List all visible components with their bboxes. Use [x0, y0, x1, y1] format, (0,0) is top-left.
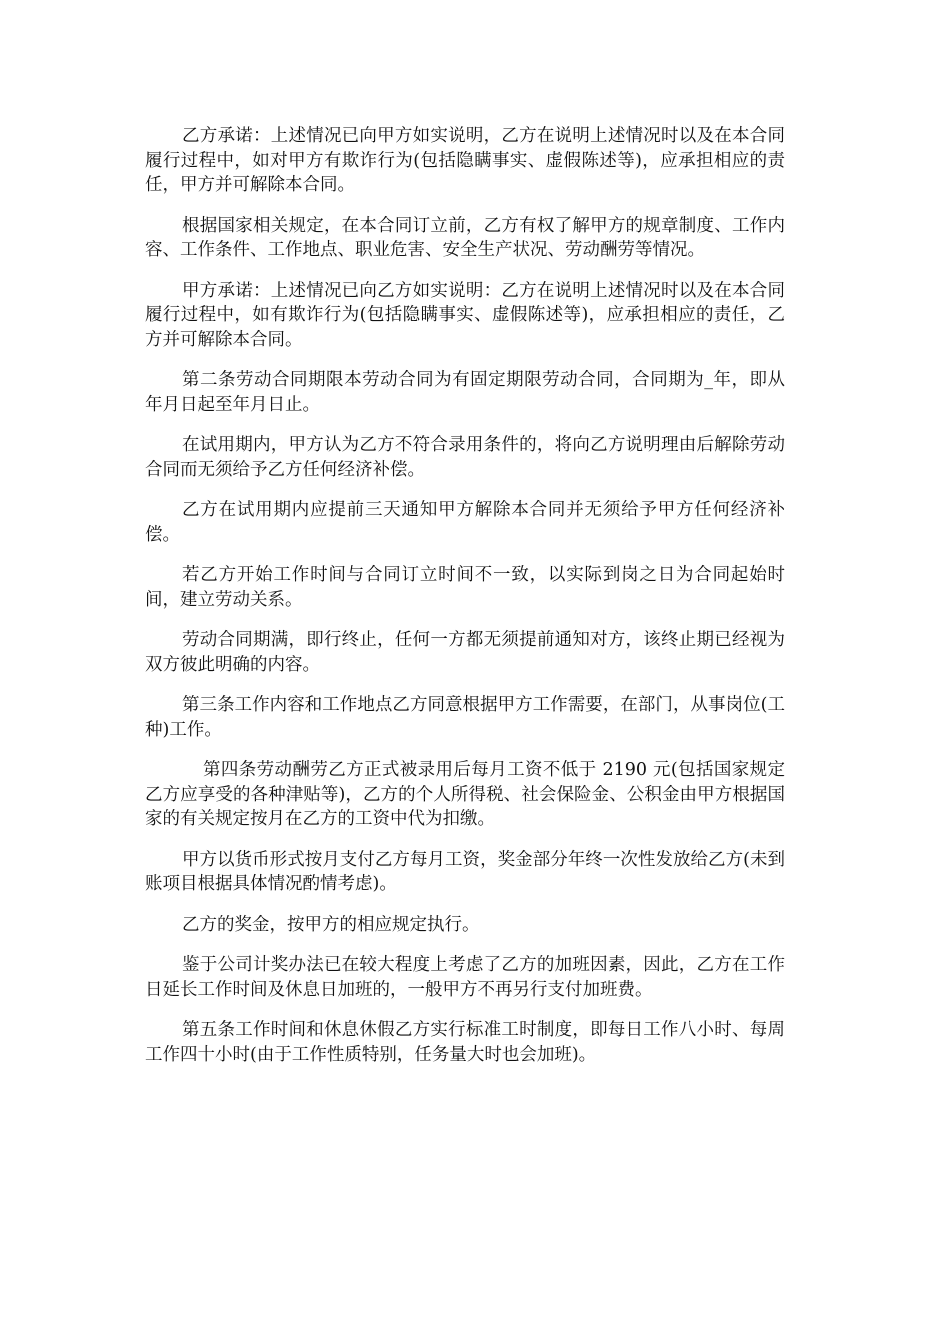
paragraph-start-date: 若乙方开始工作时间与合同订立时间不一致，以实际到岗之日为合同起始时间，建立劳动关系。 [145, 565, 785, 610]
paragraph-article-2-term: 第二条劳动合同期限本劳动合同为有固定期限劳动合同，合同期为_年，即从年月日起至年月日止。 [145, 370, 785, 415]
paragraph-party-b-pledge: 乙方承诺：上述情况已向甲方如实说明，乙方在说明上述情况时以及在本合同履行过程中，如对甲方有欺诈行为(包括隐瞒事实、虚假陈述等)，应承担相应的责任，甲方并可解除本合同。 [145, 126, 785, 195]
paragraph-wage-payment: 甲方以货币形式按月支付乙方每月工资，奖金部分年终一次性发放给乙方(未到账项目根据具体情况酌情考虑)。 [145, 849, 785, 894]
paragraph-probation-notice: 乙方在试用期内应提前三天通知甲方解除本合同并无须给予甲方任何经济补偿。 [145, 500, 785, 545]
paragraph-right-to-know: 根据国家相关规定，在本合同订立前，乙方有权了解甲方的规章制度、工作内容、工作条件、工作地点、职业危害、安全生产状况、劳动酬劳等情况。 [145, 215, 785, 260]
paragraph-article-4-pay: 第四条劳动酬劳乙方正式被录用后每月工资不低于 2190 元(包括国家规定乙方应享受的各种津贴等)，乙方的个人所得税、社会保险金、公积金由甲方根据国家的有关规定按月在乙方的工资中代为扣缴。 [145, 760, 785, 829]
paragraph-probation-termination: 在试用期内，甲方认为乙方不符合录用条件的，将向乙方说明理由后解除劳动合同而无须给予乙方任何经济补偿。 [145, 435, 785, 480]
paragraph-article-3-duties: 第三条工作内容和工作地点乙方同意根据甲方工作需要，在部门，从事岗位(工种)工作。 [145, 695, 785, 740]
document-body [145, 124, 785, 1083]
paragraph-article-5-hours: 第五条工作时间和休息休假乙方实行标准工时制度，即每日工作八小时、每周工作四十小时(由于工作性质特别，任务量大时也会加班)。 [145, 1020, 785, 1065]
paragraph-party-a-pledge: 甲方承诺：上述情况已向乙方如实说明：乙方在说明上述情况时以及在本合同履行过程中，如有欺诈行为(包括隐瞒事实、虚假陈述等)，应承担相应的责任，乙方并可解除本合同。 [145, 280, 785, 350]
paragraph-overtime: 鉴于公司计奖办法已在较大程度上考虑了乙方的加班因素，因此，乙方在工作日延长工作时间及休息日加班的，一般甲方不再另行支付加班费。 [145, 955, 785, 1000]
paragraph-bonus: 乙方的奖金，按甲方的相应规定执行。 [182, 914, 480, 935]
paragraph-contract-expiry: 劳动合同期满，即行终止，任何一方都无须提前通知对方，该终止期已经视为双方彼此明确的内容。 [145, 630, 785, 675]
